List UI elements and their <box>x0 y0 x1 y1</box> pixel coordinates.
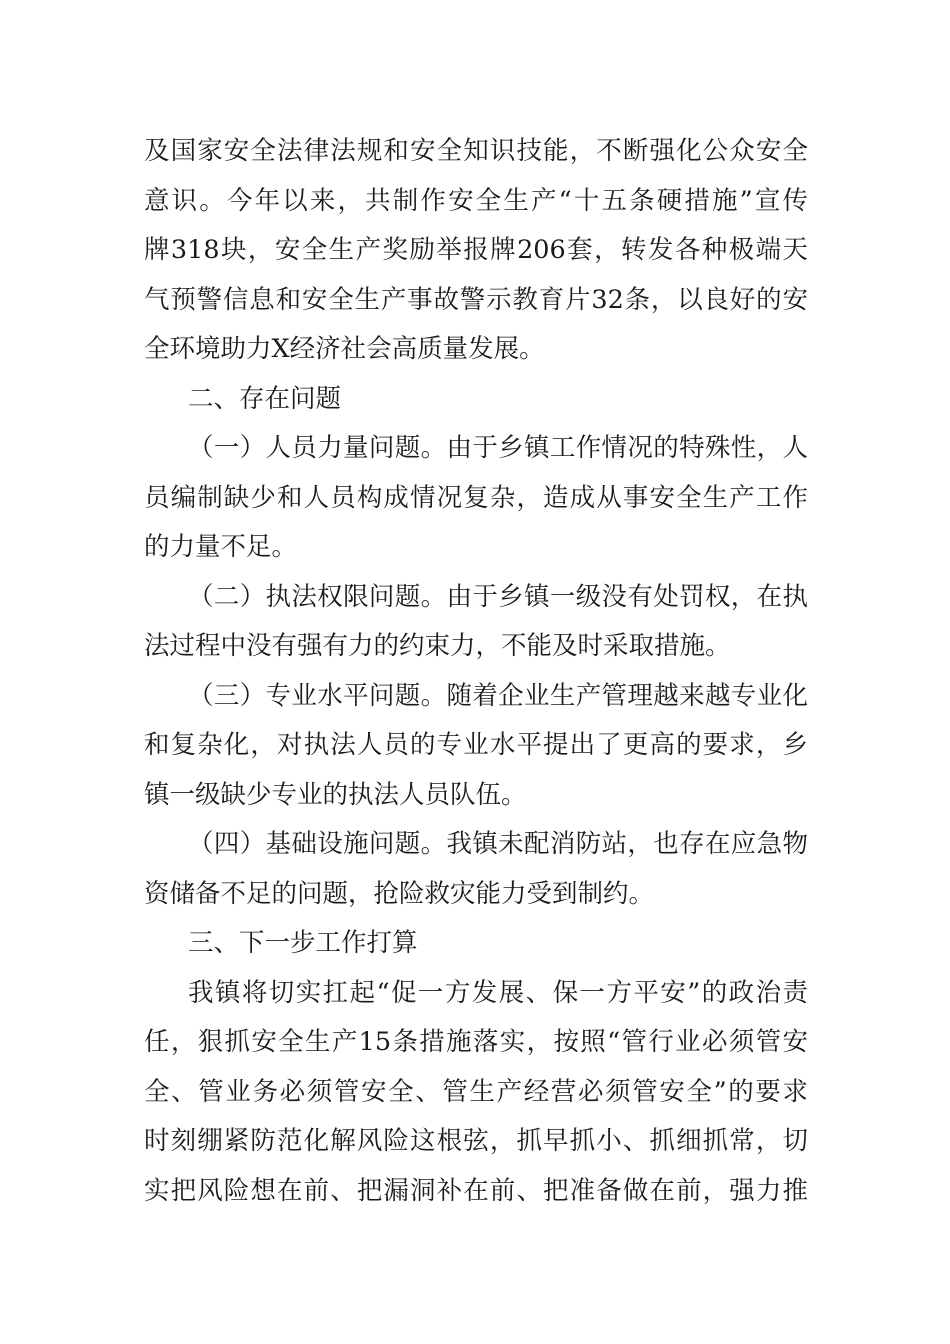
text-line: 镇一级缺少专业的执法人员队伍。 <box>144 779 527 810</box>
text-line: 任，狠抓安全生产15条措施落实，按照“管行业必须管安 <box>144 1027 808 1057</box>
text-line: 及国家安全法律法规和安全知识技能，不断强化公众安全 <box>144 136 808 166</box>
text-line: 二、存在问题 <box>188 383 342 414</box>
text-line: 三、下一步工作打算 <box>188 928 418 958</box>
text-line: （一）人员力量问题。由于乡镇工作情况的特殊性，人 <box>188 433 808 463</box>
text-line: 全环境助力X经济社会高质量发展。 <box>144 334 545 364</box>
text-line: 我镇将切实扛起“促一方发展、保一方平安”的政治责 <box>188 977 808 1008</box>
text-line: （二）执法权限问题。由于乡镇一级没有处罚权，在执 <box>188 581 808 612</box>
text-line: 员编制缺少和人员构成情况复杂，造成从事安全生产工作 <box>144 482 808 513</box>
text-line: 牌318块，安全生产奖励举报牌206套，转发各种极端天 <box>144 235 808 265</box>
text-line: 意识。今年以来，共制作安全生产“十五条硬措施”宣传 <box>144 185 808 216</box>
text-line: 气预警信息和安全生产事故警示教育片32条，以良好的安 <box>144 284 808 315</box>
text-line: 全、管业务必须管安全、管生产经营必须管安全”的要求 <box>144 1076 808 1107</box>
text-line: 法过程中没有强有力的约束力，不能及时采取措施。 <box>144 631 731 661</box>
text-line: 和复杂化，对执法人员的专业水平提出了更高的要求，乡 <box>144 730 808 760</box>
text-line: 实把风险想在前、把漏洞补在前、把准备做在前，强力推 <box>144 1175 808 1206</box>
text-line: （三）专业水平问题。随着企业生产管理越来越专业化 <box>188 680 808 711</box>
text-line: 资储备不足的问题，抢险救灾能力受到制约。 <box>144 878 655 909</box>
text-line: 的力量不足。 <box>144 532 298 562</box>
text-line: 时刻绷紧防范化解风险这根弦，抓早抓小、抓细抓常，切 <box>144 1126 808 1156</box>
document-body <box>144 127 808 1216</box>
text-line: （四）基础设施问题。我镇未配消防站，也存在应急物 <box>188 829 808 859</box>
